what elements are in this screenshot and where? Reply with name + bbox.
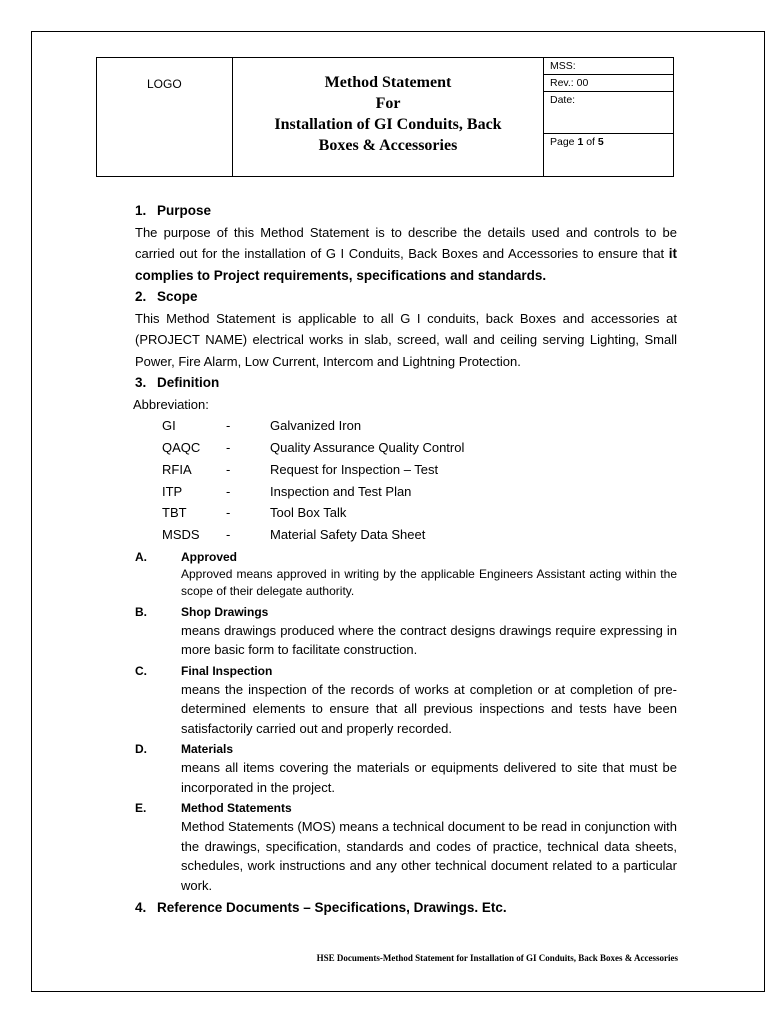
abbreviation-heading: Abbreviation:	[133, 396, 209, 412]
abbreviation-row	[162, 415, 677, 437]
abbreviation-dash: -	[226, 461, 231, 477]
definition-term: Final Inspection	[181, 663, 273, 678]
abbreviation-dash: -	[226, 483, 231, 499]
definition-letter: E.	[135, 801, 147, 816]
abbreviation: ITP	[162, 483, 183, 499]
abbreviation-meaning: Request for Inspection – Test	[270, 461, 439, 477]
page-current: 1	[577, 136, 584, 148]
definition-label	[135, 603, 677, 621]
definition-letter: C.	[135, 663, 147, 678]
definition-text: Approved means approved in writing by the applicable Engineers Assistant acting within the scope of their delegate authority.	[181, 566, 677, 599]
page-footer: HSE Documents-Method Statement for Installation of GI Conduits, Back Boxes & Accessories	[316, 953, 678, 963]
definition-item	[135, 662, 677, 739]
definition-heading	[135, 372, 677, 394]
abbreviation-row	[162, 459, 677, 481]
document-header-table	[96, 57, 674, 177]
definition-item	[135, 740, 677, 797]
definition-term: Approved	[181, 549, 238, 564]
abbreviation-meaning: Material Safety Data Sheet	[270, 527, 426, 543]
definition-label	[135, 662, 677, 680]
date-field: Date:	[544, 92, 674, 134]
document-body	[135, 200, 677, 919]
reference-number: 4.	[135, 900, 147, 916]
abbreviation-meaning: Quality Assurance Quality Control	[270, 439, 465, 455]
definition-text: Method Statements (MOS) means a technical document to be read in conjunction with the drawings, specification, standards and codes of practice, technical data sheets, schedules, work instructions and any other technical document related to a particular work.	[181, 819, 677, 893]
definition-term: Materials	[181, 742, 234, 757]
definition-text: means drawings produced where the contract designs drawings require expressing in more basic form to facilitate construction.	[181, 622, 677, 658]
definition-text: means the inspection of the records of works at completion or at completion of pre-determined elements to ensure that all previous inspections and tests have been satisfactorily carried out and properly recorded.	[181, 681, 677, 736]
abbreviation-dash: -	[226, 505, 231, 521]
page-of: of	[583, 136, 598, 148]
page-total: 5	[597, 136, 604, 148]
abbreviation-meaning: Tool Box Talk	[270, 505, 347, 521]
abbreviation-row	[162, 437, 677, 459]
abbreviation-row	[162, 480, 677, 502]
abbreviation-dash: -	[226, 418, 231, 434]
document-title	[233, 58, 544, 177]
title-line-4: Boxes & Accessories	[318, 137, 458, 154]
title-line-3: Installation of GI Conduits, Back	[274, 116, 502, 133]
scope-text: This Method Statement is applicable to all G I conduits, back Boxes and accessories at (PROJECT NAME) electrical works in slab, screed, wall and ceiling serving Lighting, Small Power, Fire Alarm, Low Current, Intercom and Lightning Protection.	[135, 310, 677, 369]
abbreviation-dash: -	[226, 527, 231, 543]
abbreviation: QAQC	[162, 439, 201, 455]
definition-letter: A.	[135, 549, 147, 564]
definition-label	[135, 799, 677, 817]
definition-letter: D.	[135, 742, 147, 757]
purpose-body: The purpose of this Method Statement is to describe the details used and controls to be carried out for the installation of G I Conduits, Back Boxes and Accessories to ensure that	[135, 224, 677, 261]
purpose-heading	[135, 200, 677, 222]
abbreviation: MSDS	[162, 527, 200, 543]
purpose-text	[135, 222, 677, 287]
abbreviation: RFIA	[162, 461, 192, 477]
definition-text: means all items covering the materials or equipments delivered to site that must be incorporated in the project.	[181, 760, 677, 795]
page-number-field	[544, 134, 674, 177]
reference-title: Reference Documents – Specifications, Drawings. Etc.	[157, 900, 507, 916]
title-line-1: Method Statement	[324, 74, 452, 91]
definition-letter: B.	[135, 604, 147, 619]
logo: LOGO	[147, 77, 182, 91]
page-prefix: Page	[550, 136, 578, 148]
abbreviation-row	[162, 524, 677, 546]
definition-term: Method Statements	[181, 801, 292, 816]
definition-item	[135, 548, 677, 601]
abbreviation-row	[162, 502, 677, 524]
abbreviation-dash: -	[226, 439, 231, 455]
purpose-number: 1.	[135, 203, 147, 218]
definition-title: Definition	[157, 375, 220, 390]
purpose-bold-text: it complies to Project requirements, specifications and standards.	[135, 246, 677, 283]
scope-number: 2.	[135, 289, 147, 304]
definition-item	[135, 603, 677, 660]
scope-heading	[135, 286, 677, 308]
definition-item	[135, 799, 677, 895]
definition-label	[135, 740, 677, 758]
purpose-title: Purpose	[157, 203, 212, 218]
logo-cell	[97, 58, 233, 177]
title-line-2: For	[375, 95, 401, 112]
mss-field: MSS:	[544, 58, 674, 75]
definition-number: 3.	[135, 375, 147, 390]
definition-label	[135, 548, 677, 566]
scope-title: Scope	[157, 289, 198, 304]
abbreviation: TBT	[162, 505, 187, 521]
reference-heading	[135, 897, 677, 919]
definition-term: Shop Drawings	[181, 604, 269, 619]
abbreviation-list	[162, 415, 677, 546]
revision-field: Rev.: 00	[544, 75, 674, 92]
abbreviation: GI	[162, 418, 176, 434]
abbreviation-meaning: Galvanized Iron	[270, 418, 362, 434]
abbreviation-meaning: Inspection and Test Plan	[270, 483, 412, 499]
